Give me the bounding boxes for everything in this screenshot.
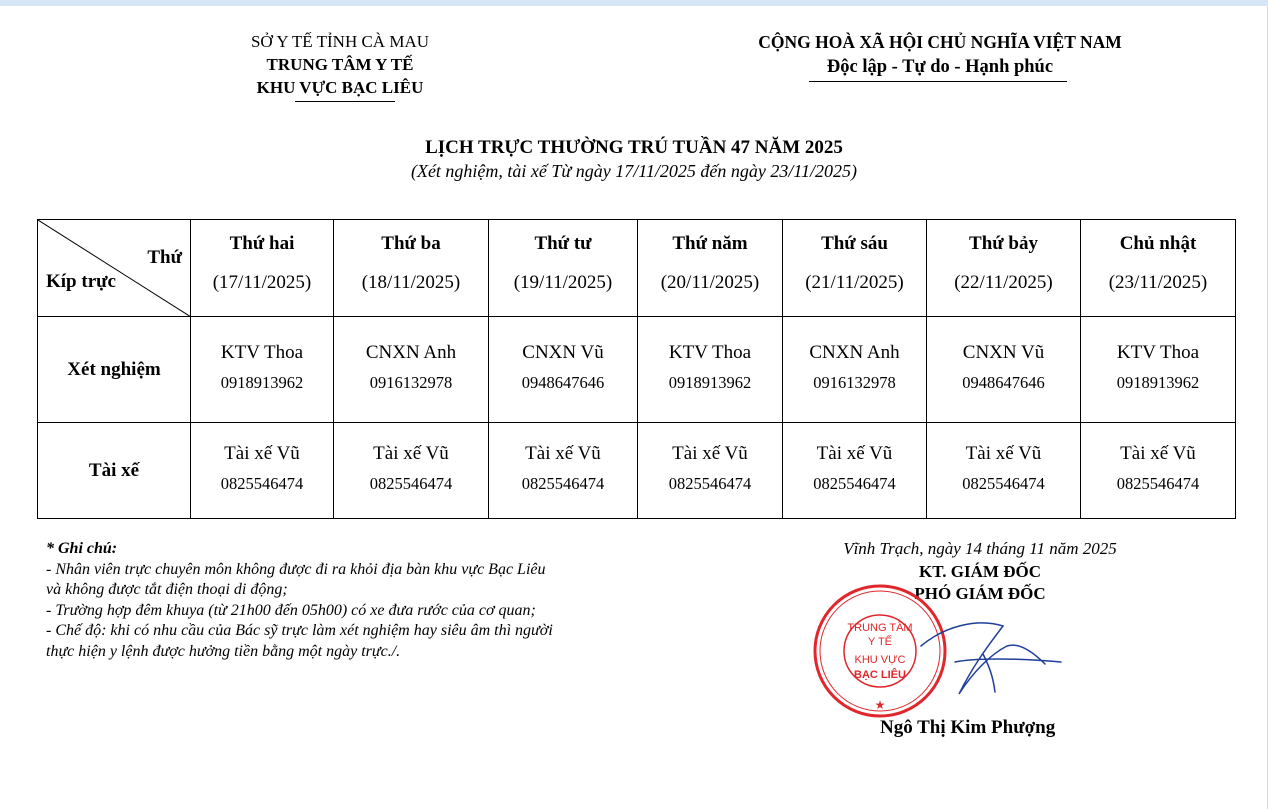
day-date: (23/11/2025) xyxy=(1108,271,1208,293)
day-date: (19/11/2025) xyxy=(513,271,613,293)
day-name: Thứ tư xyxy=(534,232,592,254)
staff-name: KTV Thoa xyxy=(220,342,304,363)
duty-cell xyxy=(1081,317,1236,423)
header-right-line2: Độc lập - Tự do - Hạnh phúc xyxy=(826,57,1054,77)
duty-cell xyxy=(1081,423,1236,519)
staff-name: CNXN Vũ xyxy=(962,342,1045,363)
staff-phone: 0948647646 xyxy=(962,373,1045,392)
day-name: Thứ năm xyxy=(672,232,748,254)
staff-phone: 0918913962 xyxy=(1116,373,1200,392)
note-line: thực hiện y lệnh được hưởng tiền bằng một ngày trực./. xyxy=(46,642,401,660)
header-left xyxy=(200,30,480,99)
header-left-underline xyxy=(295,101,395,102)
document-subtitle: (Xét nghiệm, tài xế Từ ngày 17/11/2025 đến ngày 23/11/2025) xyxy=(410,161,858,181)
day-date: (17/11/2025) xyxy=(212,271,312,293)
staff-phone: 0948647646 xyxy=(521,373,605,392)
staff-phone: 0825546474 xyxy=(369,474,453,493)
duty-cell xyxy=(638,317,783,423)
staff-phone: 0825546474 xyxy=(668,474,752,493)
notes-section xyxy=(46,539,646,662)
staff-phone: 0916132978 xyxy=(369,373,453,392)
day-name: Chủ nhật xyxy=(1119,232,1197,254)
header-right-line1: CỘNG HOÀ XÃ HỘI CHỦ NGHĨA VIỆT NAM xyxy=(758,32,1122,52)
duty-cell xyxy=(783,317,927,423)
duty-cell xyxy=(334,423,489,519)
stamp-text: Y TẾ xyxy=(867,636,893,648)
corner-label-shift: Kíp trực xyxy=(46,271,116,292)
staff-phone: 0825546474 xyxy=(521,474,605,493)
corner-cell xyxy=(38,220,191,317)
day-header xyxy=(927,220,1081,317)
staff-phone: 0825546474 xyxy=(220,474,304,493)
header-left-line2: TRUNG TÂM Y TẾ xyxy=(266,55,414,74)
staff-phone: 0918913962 xyxy=(668,373,752,392)
duty-cell xyxy=(927,317,1081,423)
day-name: Thứ sáu xyxy=(821,232,888,254)
staff-name: Tài xế Vũ xyxy=(1120,443,1196,464)
day-header xyxy=(638,220,783,317)
handwritten-signature xyxy=(915,612,1065,707)
top-window-bar xyxy=(0,0,1268,6)
note-line: - Nhân viên trực chuyên môn không được đi ra khỏi địa bàn khu vực Bạc Liêu xyxy=(46,560,546,578)
note-line: - Trường hợp đêm khuya (từ 21h00 đến 05h00) có xe đưa rước của cơ quan; xyxy=(46,601,536,619)
stamp-text: TRUNG TÂM xyxy=(847,622,913,634)
stamp-star-icon: ★ xyxy=(874,698,886,712)
day-name: Thứ ba xyxy=(381,232,441,254)
day-header xyxy=(1081,220,1236,317)
staff-name: Tài xế Vũ xyxy=(373,443,449,464)
row-label-lab: Xét nghiệm xyxy=(38,317,191,423)
stamp-text: BẠC LIÊU xyxy=(854,669,906,681)
header-right-underline xyxy=(809,81,1067,82)
staff-phone: 0916132978 xyxy=(813,373,896,392)
staff-name: Tài xế Vũ xyxy=(672,443,748,464)
day-date: (18/11/2025) xyxy=(361,271,461,293)
day-header xyxy=(783,220,927,317)
duty-cell xyxy=(489,423,638,519)
notes-title: * Ghi chú: xyxy=(46,540,118,557)
table-row xyxy=(38,317,1236,423)
day-date: (20/11/2025) xyxy=(660,271,760,293)
day-header xyxy=(489,220,638,317)
day-name: Thứ bảy xyxy=(969,232,1038,254)
duty-cell xyxy=(638,423,783,519)
duty-cell xyxy=(489,317,638,423)
day-date: (22/11/2025) xyxy=(954,271,1053,293)
staff-phone: 0918913962 xyxy=(220,373,304,392)
staff-name: Tài xế Vũ xyxy=(965,443,1042,464)
day-header xyxy=(191,220,334,317)
header-left-line3: KHU VỰC BẠC LIÊU xyxy=(256,78,424,97)
staff-name: Tài xế Vũ xyxy=(816,443,893,464)
staff-name: CNXN Anh xyxy=(365,342,457,363)
note-line: và không được tắt điện thoại di động; xyxy=(46,581,288,598)
header-right xyxy=(700,30,1180,80)
document-title: LỊCH TRỰC THƯỜNG TRÚ TUẦN 47 NĂM 2025 xyxy=(425,137,843,158)
duty-cell xyxy=(191,317,334,423)
on-behalf-title: KT. GIÁM ĐỐC xyxy=(919,562,1041,581)
place-date: Vĩnh Trạch, ngày 14 tháng 11 năm 2025 xyxy=(843,539,1117,558)
duty-cell xyxy=(334,317,489,423)
staff-name: Tài xế Vũ xyxy=(525,443,601,464)
duty-cell xyxy=(191,423,334,519)
staff-phone: 0825546474 xyxy=(813,474,896,493)
duty-cell xyxy=(927,423,1081,519)
staff-name: KTV Thoa xyxy=(668,342,752,363)
day-date: (21/11/2025) xyxy=(805,271,904,293)
signer-name: Ngô Thị Kim Phượng xyxy=(880,717,1056,738)
position-title: PHÓ GIÁM ĐỐC xyxy=(914,584,1046,603)
staff-name: CNXN Vũ xyxy=(522,342,604,363)
staff-name: KTV Thoa xyxy=(1116,342,1200,363)
table-row xyxy=(38,423,1236,519)
day-header xyxy=(334,220,489,317)
staff-phone: 0825546474 xyxy=(962,474,1045,493)
header-left-line1: SỞ Y TẾ TỈNH CÀ MAU xyxy=(250,32,430,51)
note-line: - Chế độ: khi có nhu cầu của Bác sỹ trực làm xét nghiệm hay siêu âm thì người xyxy=(46,622,553,639)
duty-cell xyxy=(783,423,927,519)
header-row xyxy=(38,220,1236,317)
row-label-driver: Tài xế xyxy=(38,423,191,519)
corner-label-day: Thứ xyxy=(147,247,182,268)
staff-phone: 0825546474 xyxy=(1116,474,1200,493)
stamp-text: KHU VỰC xyxy=(854,654,906,666)
schedule-table xyxy=(37,219,1236,519)
day-name: Thứ hai xyxy=(229,232,295,254)
staff-name: Tài xế Vũ xyxy=(224,443,300,464)
staff-name: CNXN Anh xyxy=(809,342,900,363)
